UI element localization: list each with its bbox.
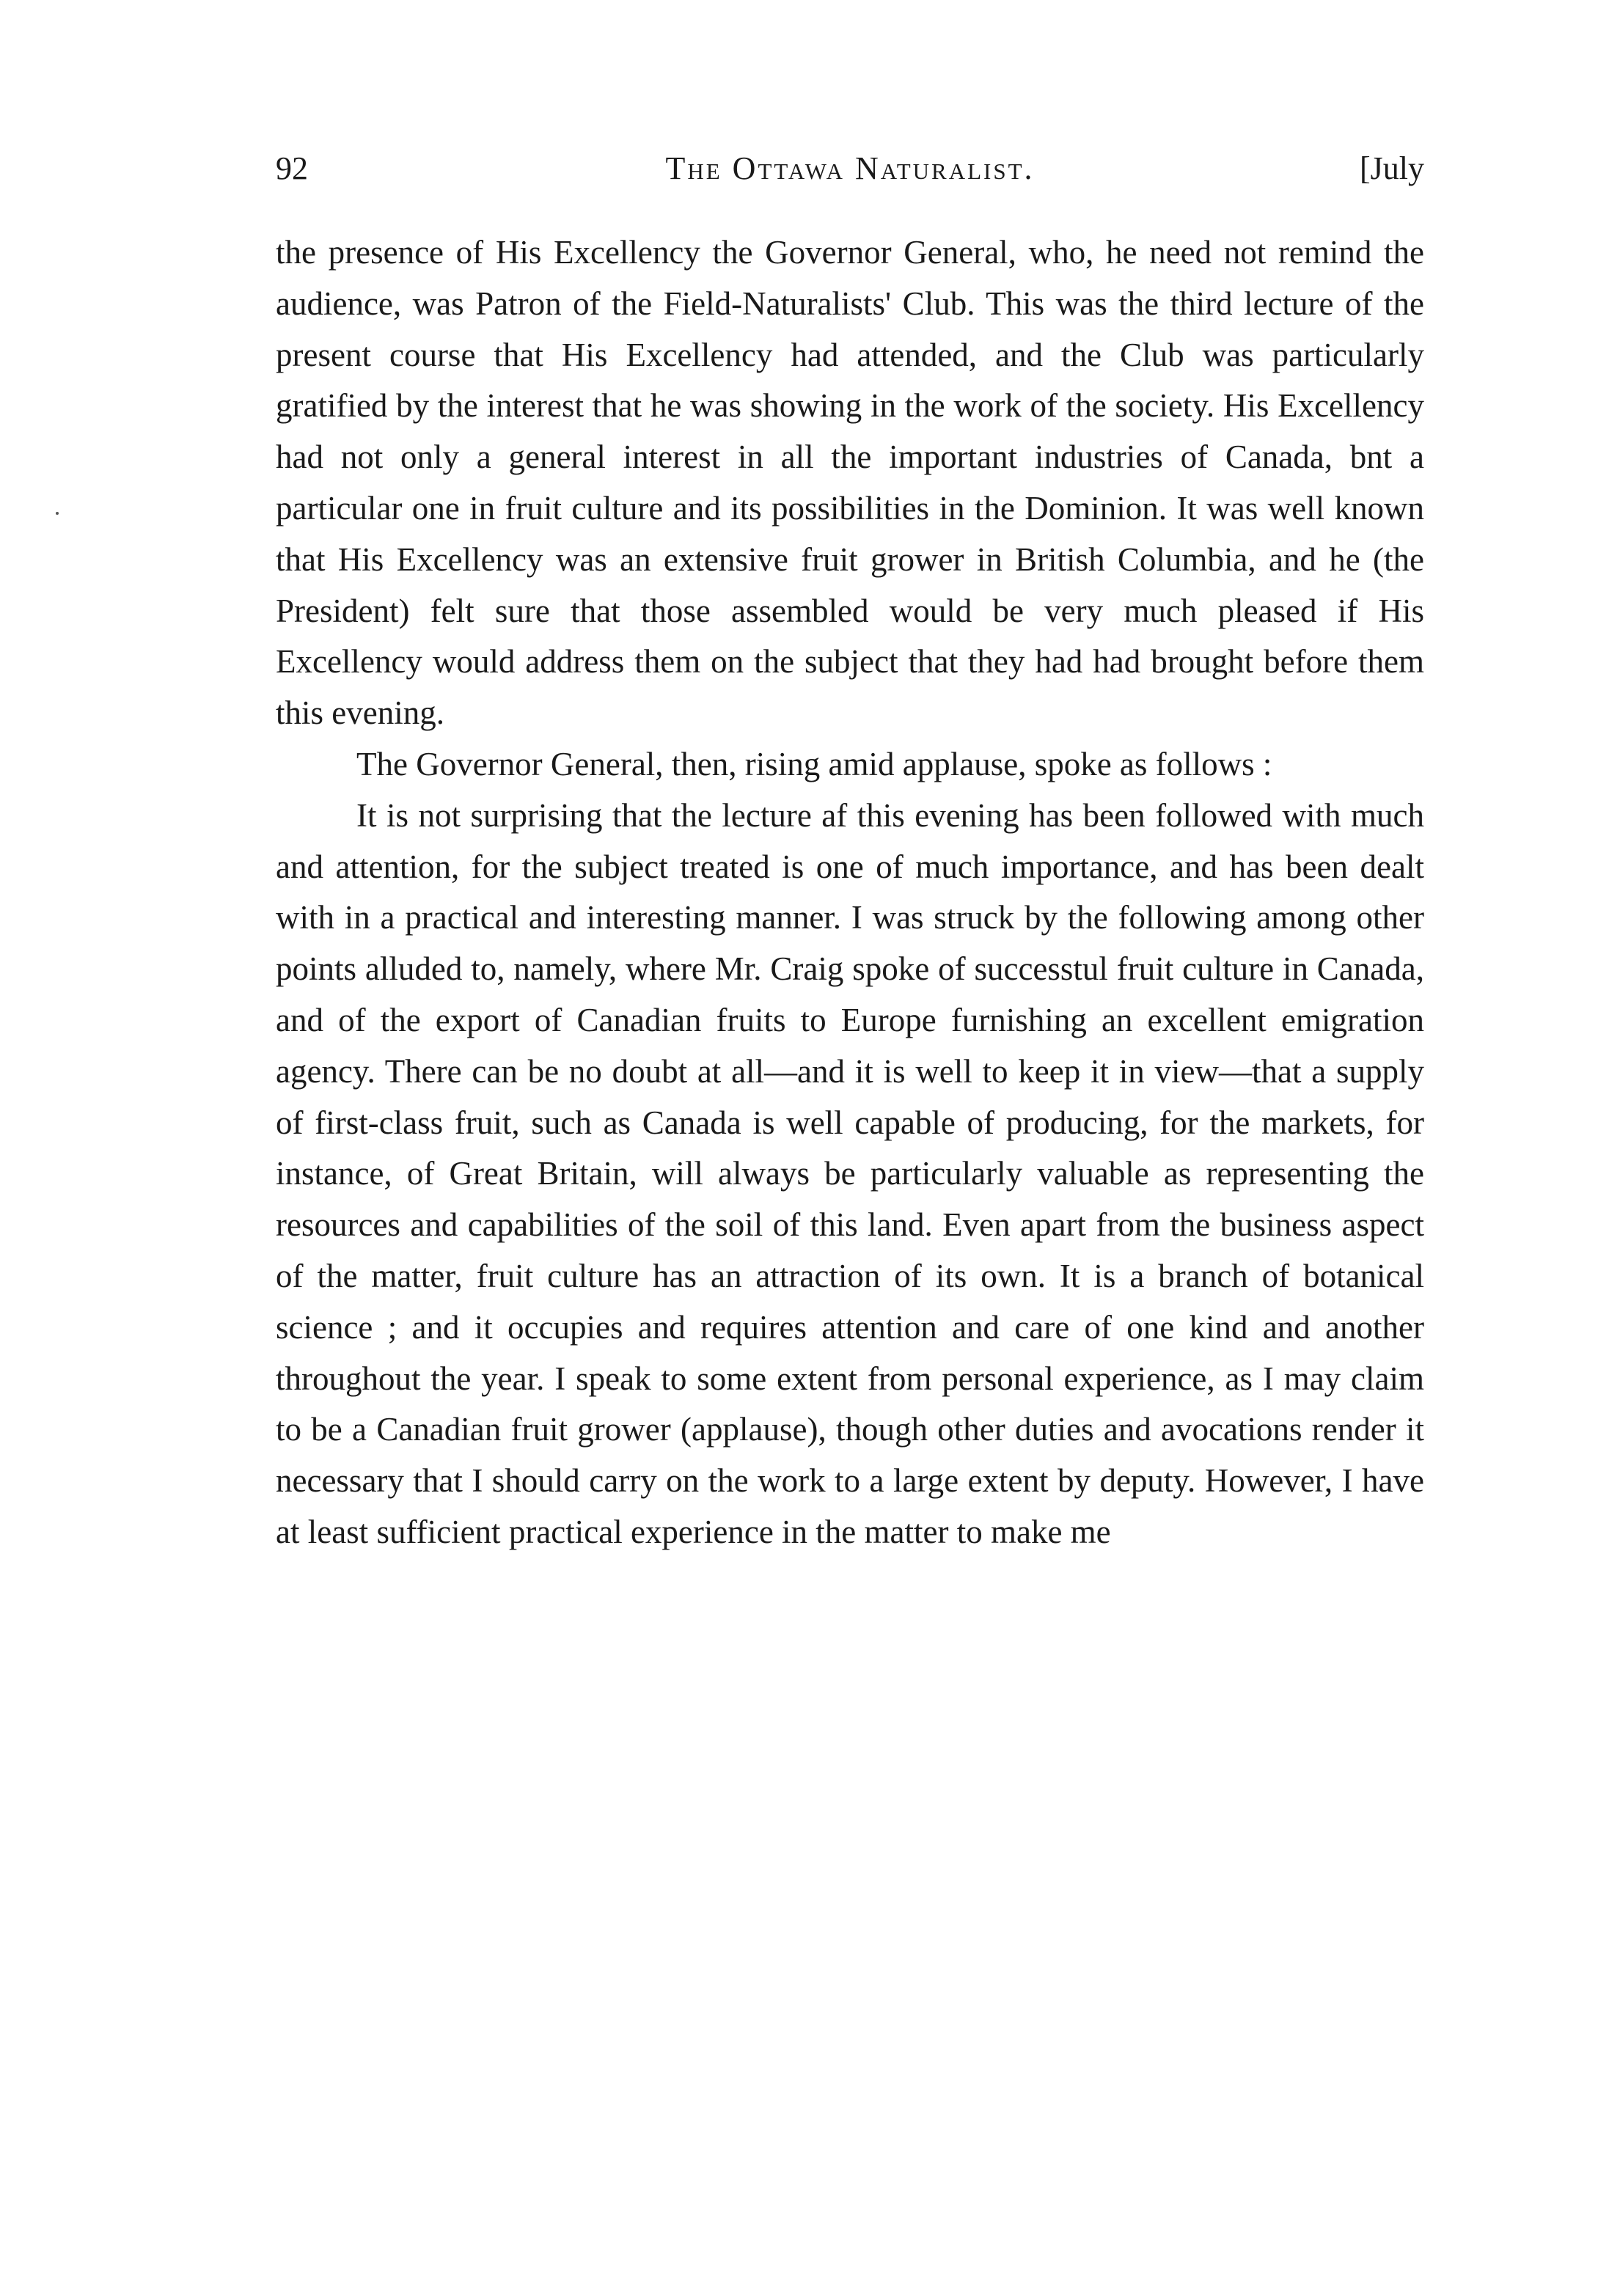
paragraph-speech: It is not surprising that the lecture af this evening has been followed with much and attention, for the subject treated is one of much importance, and has been dealt with in a practical and interesting manner. I was struck by the following among other points alluded to, namely, where Mr. Craig spoke of successtul fruit culture in Canada, and of the export of Canadian fruits to Europe furnishing an excellent emigration agency. There can be no doubt at all—and it is well to keep it in view—that a supply of first-class fruit, such as Canada is well capable of producing, for the markets, for instance, of Great Britain, will always be particularly valuable as representing the resources and capabilities of the soil of this land. Even apart from the business aspect of the matter, fruit culture has an attraction of its own. It is a branch of botanical science ; and it occupies and requires attention and care of one kind and another throughout the year. I speak to some extent from personal experience, as I may claim to be a Canadian fruit grower (applause), though other duties and avocations render it necessary that I should carry on the work to a large extent by deputy. However, I have at least sufficient practical experience in the matter to make me — [276, 796, 1424, 1550]
journal-title: The Ottawa Naturalist. — [665, 150, 1035, 186]
page-number: 92 — [276, 150, 308, 186]
paragraph-continuation: the presence of His Excellency the Governor General, who, he need not remind the audience, was Patron of the Field-Naturalists' Club. This was the third lecture of the present course that His Excellency had attended, and the Club was particularly gratified by the interest that he was showing in the work of the society. His Excellency had not only a general interest in all the important industries of Canada, bnt a particular one in fruit culture and its possibilities in the Dominion. It was well known that His Excellency was an extensive fruit grower in British Columbia, and he (the President) felt sure that those assembled would be very much pleased if His Excellency would address them on the subject that they had had brought before them this evening. — [276, 234, 1424, 732]
running-header — [276, 147, 1424, 191]
issue-month: [July — [1360, 150, 1424, 186]
paragraph-introduction: The Governor General, then, rising amid applause, spoke as follows : — [356, 745, 1272, 782]
body-text — [276, 227, 1424, 1558]
margin-speck — [56, 512, 59, 515]
